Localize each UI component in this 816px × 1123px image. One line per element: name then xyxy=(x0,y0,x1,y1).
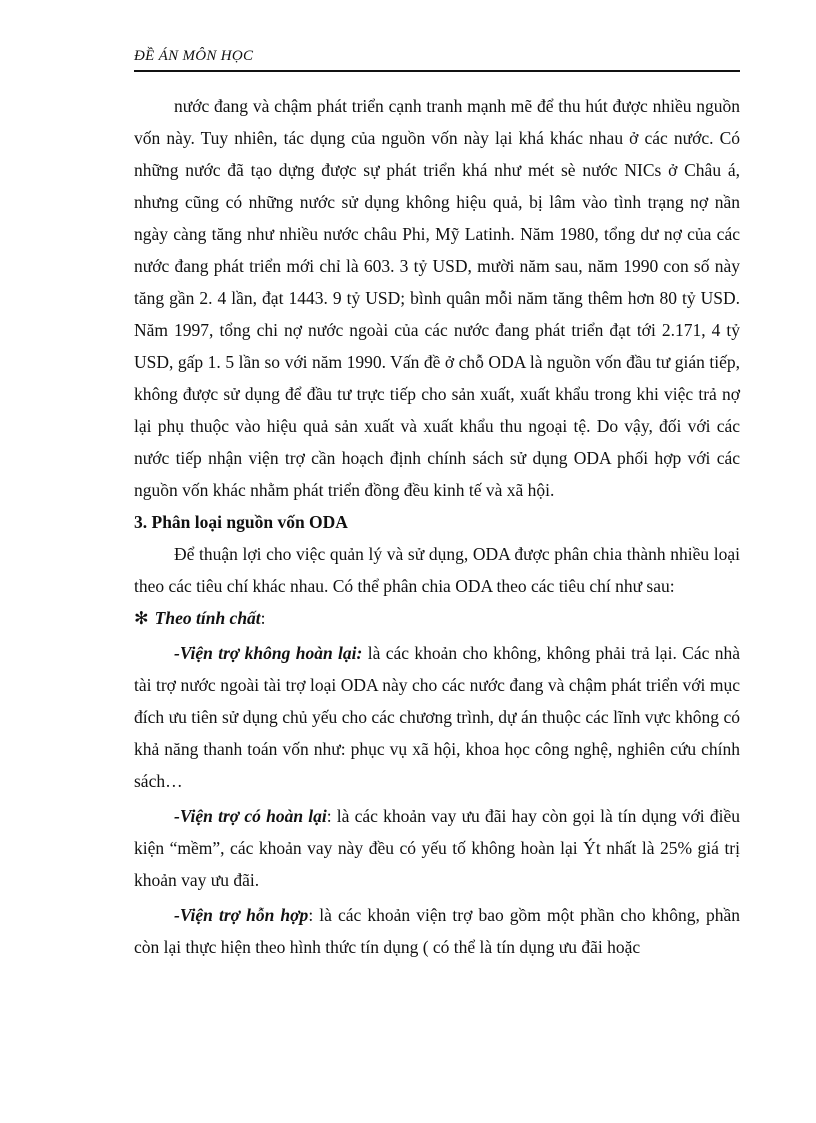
item-text: là các khoản cho không, không phải trả lại. Các nhà tài trợ nước ngoài tài trợ loại ODA này cho các nước đang và chậm phát triển với mục đích ưu tiên sử dụng chủ yếu cho các chương trình, dự án thuộc các lĩnh vực không có khả năng thanh toán vốn như: phục vụ xã hội, khoa học công nghệ, nghiên cứu chính sách… xyxy=(134,643,740,791)
section-heading-3: 3. Phân loại nguồn vốn ODA xyxy=(134,512,348,532)
item-term: -Viện trợ hỗn hợp xyxy=(174,905,309,925)
item-non-refundable-aid xyxy=(134,637,740,797)
item-text: : là các khoản vay ưu đãi hay còn gọi là tín dụng với điều kiện “mềm”, các khoản vay này đều có yếu tố không hoàn lại Ýt nhất là 25% giá trị khoản vay ưu đãi. xyxy=(134,806,740,890)
item-term: -Viện trợ không hoàn lại: xyxy=(174,643,363,663)
paragraph-classification-intro: Để thuận lợi cho việc quản lý và sử dụng, ODA được phân chia thành nhiều loại theo các tiêu chí khác nhau. Có thể phân chia ODA theo các tiêu chí như sau: xyxy=(134,544,740,596)
document-body xyxy=(134,90,740,963)
item-text: : là các khoản viện trợ bao gồm một phần cho không, phần còn lại thực hiện theo hình thức tín dụng ( có thể là tín dụng ưu đãi hoặc xyxy=(134,905,740,957)
bullet-colon: : xyxy=(260,608,266,628)
bullet-by-nature xyxy=(134,602,740,634)
item-term: -Viện trợ có hoàn lại xyxy=(174,806,327,826)
item-refundable-aid xyxy=(134,800,740,896)
page-header: ĐỀ ÁN MÔN HỌC xyxy=(134,48,740,72)
item-mixed-aid xyxy=(134,899,740,963)
bullet-title: Theo tính chất xyxy=(154,608,261,628)
paragraph-oda-debt: nước đang và chậm phát triển cạnh tranh mạnh mẽ để thu hút được nhiều nguồn vốn này. Tuy nhiên, tác dụng của nguồn vốn này lại khá khác nhau ở các nước. Có những nước đã tạo dựng được sự phát triển khá như mét sè nước NICs ở Châu á, nhưng cũng có những nước sử dụng không hiệu quả, bị lâm vào tình trạng nợ nần ngày càng tăng như nhiều nước châu Phi, Mỹ Latinh. Năm 1980, tổng dư nợ của các nước đang phát triển mới chỉ là 603. 3 tỷ USD, mười năm sau, năm 1990 con số này tăng gần 2. 4 lần, đạt 1443. 9 tỷ USD; bình quân mỗi năm tăng thêm hơn 80 tỷ USD. Năm 1997, tổng chi nợ nước ngoài của các nước đang phát triển đạt tới 2.171, 4 tỷ USD, gấp 1. 5 lần so với năm 1990. Vấn đề ở chỗ ODA là nguồn vốn đầu tư gián tiếp, không được sử dụng để đầu tư trực tiếp cho sản xuất, xuất khẩu trong khi việc trả nợ lại phụ thuộc vào hiệu quả sản xuất và xuất khẩu thu ngoại tệ. Do vậy, đối với các nước tiếp nhận viện trợ cần hoạch định chính sách sử dụng ODA phối hợp với các nguồn vốn khác nhằm phát triển đồng đều kinh tế và xã hội. xyxy=(134,96,740,500)
asterisk-bullet-icon: ✻ xyxy=(134,608,149,628)
